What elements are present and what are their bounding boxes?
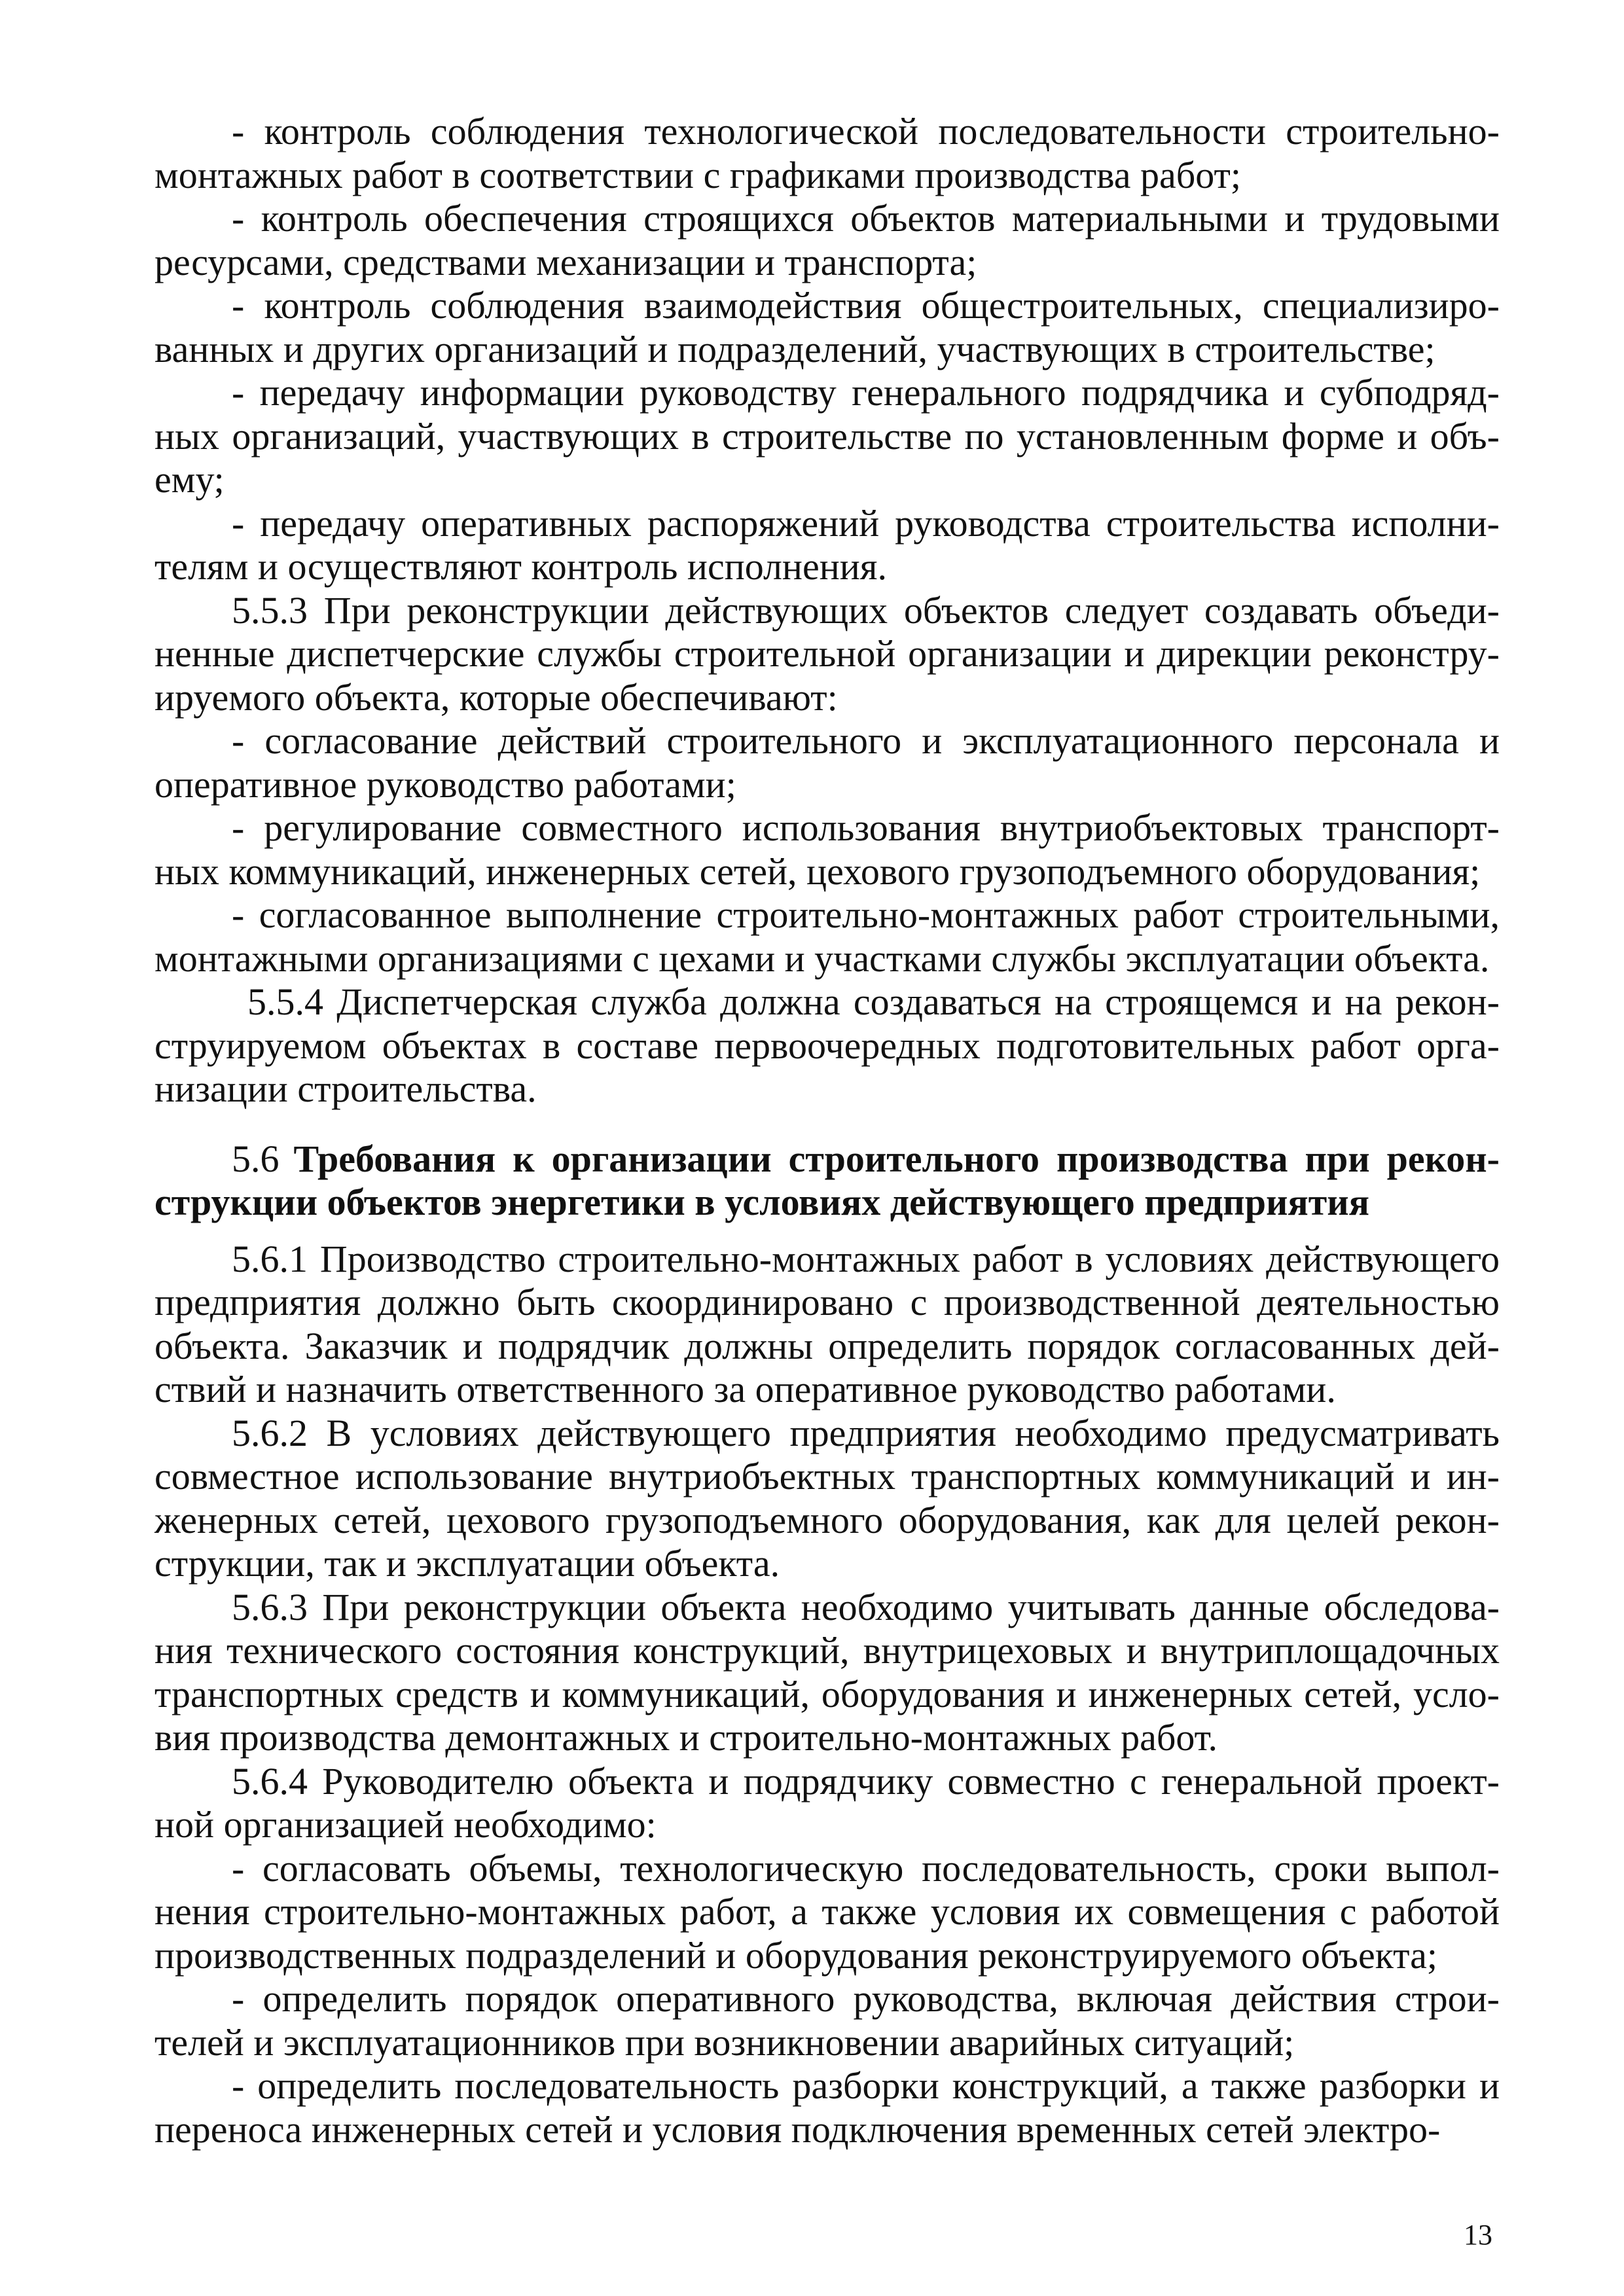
clause-5-6-4: 5.6.4 Руководителю объекта и подрядчику совместно с генеральной проект-ной организацией необходимо:: [154, 1759, 1500, 1846]
clause-5-6-2: 5.6.2 В условиях действующего предприятия необходимо предусматривать совместное использование внутриобъектных транспортных коммуникаций и ин-женерных сетей, цехового грузоподъемного оборудования, как для целей рекон-струкции, так и эксплуатации объекта.: [154, 1411, 1500, 1585]
list-item: - передачу информации руководству генерального подрядчика и субподряд-ных организаций, участвующих в строительстве по установленным форме и объ-ему;: [154, 371, 1500, 501]
list-item: - регулирование совместного использования внутриобъектовых транспорт-ных коммуникаций, инженерных сетей, цехового грузоподъемного оборудования;: [154, 806, 1500, 893]
list-item: - согласовать объемы, технологическую последовательность, сроки выпол-нения строительно-монтажных работ, а также условия их совмещения с работой производственных подразделений и оборудования реконструируемого объекта;: [154, 1846, 1500, 1977]
list-item: - контроль соблюдения технологической последовательности строительно-монтажных работ в соответствии с графиками производства работ;: [154, 110, 1500, 196]
clause-5-6-1: 5.6.1 Производство строительно-монтажных работ в условиях действующего предприятия должно быть скоординировано с производственной деятельностью объекта. Заказчик и подрядчик должны определить порядок согласованных дей-ствий и назначить ответственного за оперативное руководство работами.: [154, 1237, 1500, 1410]
list-item: - определить последовательность разборки конструкций, а также разборки и переноса инженерных сетей и условия подключения временных сетей электро-: [154, 2064, 1500, 2151]
page-number: 13: [1464, 2219, 1492, 2251]
list-item: - передачу оперативных распоряжений руководства строительства исполни-телям и осуществляют контроль исполнения.: [154, 501, 1500, 588]
document-page: [154, 110, 1500, 2151]
section-number: 5.6: [232, 1137, 280, 1180]
list-item: - согласованное выполнение строительно-монтажных работ строительными, монтажными организациями с цехами и участками службы эксплуатации объекта.: [154, 893, 1500, 980]
list-item: - контроль соблюдения взаимодействия общестроительных, специализиро-ванных и других организаций и подразделений, участвующих в строительстве;: [154, 284, 1500, 370]
clause-5-5-3: 5.5.3 При реконструкции действующих объектов следует создавать объеди-ненные диспетчерские службы строительной организации и дирекции реконстру-ируемого объекта, которые обеспечивают:: [154, 588, 1500, 719]
clause-5-5-4: 5.5.4 Диспетчерская служба должна создаваться на строящемся и на рекон-струируемом объектах в составе первоочередных подготовительных работ орга-низации строительства.: [154, 980, 1500, 1110]
clause-5-6-3: 5.6.3 При реконструкции объекта необходимо учитывать данные обследова-ния технического состояния конструкций, внутрицеховых и внутриплощадочных транспортных средств и коммуникаций, оборудования и инженерных сетей, усло-вия производства демонтажных и строительно-монтажных работ.: [154, 1585, 1500, 1759]
list-item: - контроль обеспечения строящихся объектов материальными и трудовыми ресурсами, средствами механизации и транспорта;: [154, 197, 1500, 283]
list-item: - согласование действий строительного и эксплуатационного персонала и оперативное руководство работами;: [154, 719, 1500, 806]
section-title: Требования к организации строительного производства при рекон-струкции объектов энергетики в условиях действующего предприятия: [154, 1137, 1500, 1223]
list-item: - определить порядок оперативного руководства, включая действия строи-телей и эксплуатационников при возникновении аварийных ситуаций;: [154, 1977, 1500, 2064]
section-heading: [154, 1138, 1500, 1225]
